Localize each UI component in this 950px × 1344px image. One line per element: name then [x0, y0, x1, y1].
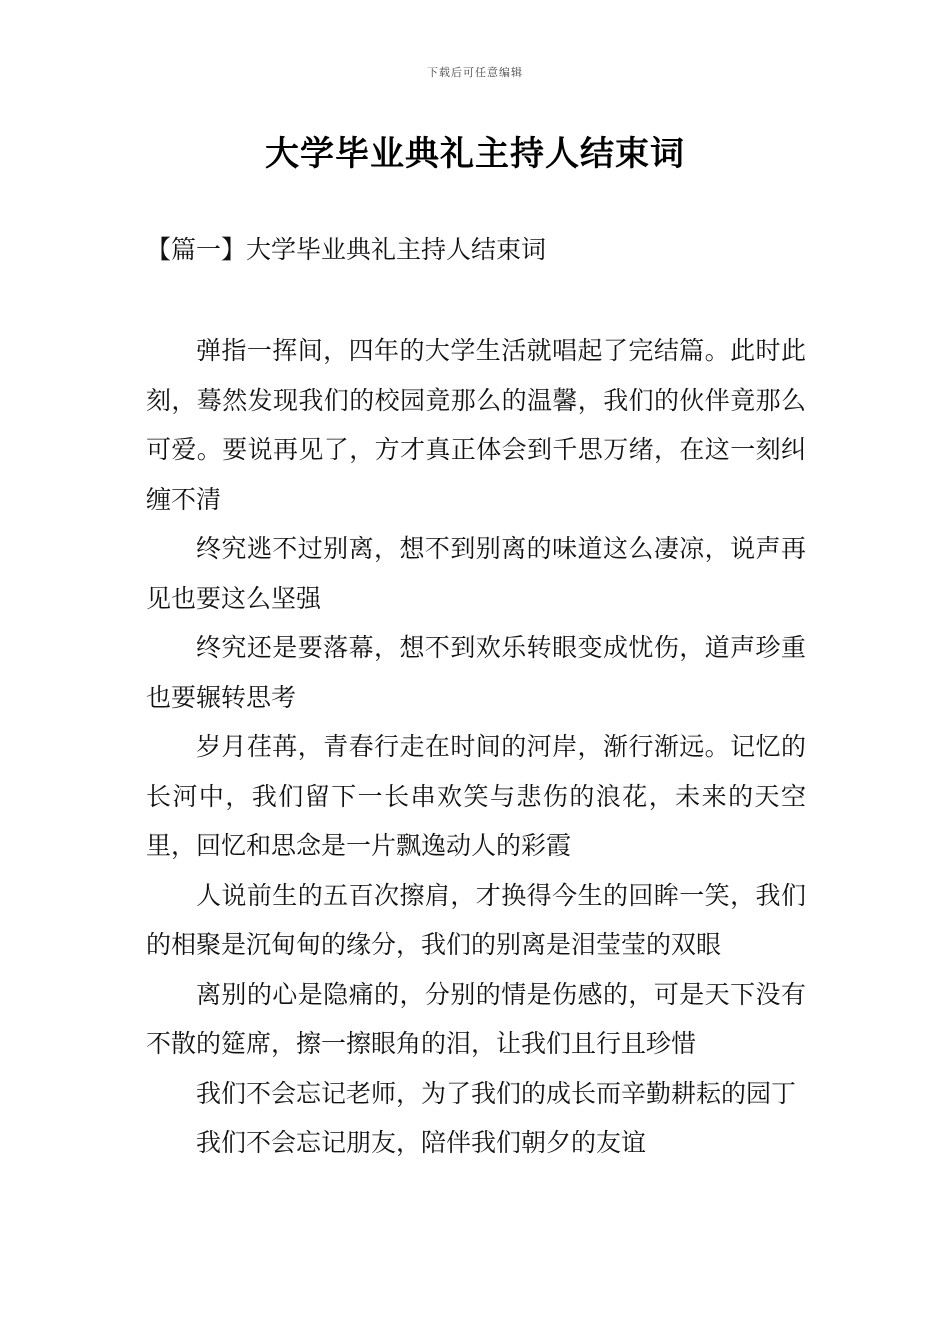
paragraph: 离别的心是隐痛的，分别的情是伤感的，可是天下没有不散的筵席，擦一擦眼角的泪，让我们且行且珍惜 [146, 979, 806, 1058]
paragraph: 终究逃不过别离，想不到别离的味道这么凄凉，说声再见也要这么坚强 [146, 534, 806, 613]
section-heading: 【篇一】大学毕业典礼主持人结束词 [146, 235, 547, 264]
header-note: 下载后可任意编辑 [427, 66, 523, 79]
paragraph: 我们不会忘记老师，为了我们的成长而辛勤耕耘的园丁 [196, 1078, 797, 1108]
document-title: 大学毕业典礼主持人结束词 [265, 134, 685, 174]
paragraph: 人说前生的五百次擦肩，才换得今生的回眸一笑，我们的相聚是沉甸甸的缘分，我们的别离是泪莹莹的双眼 [146, 880, 806, 959]
paragraph: 终究还是要落幕，想不到欢乐转眼变成忧伤，道声珍重也要辗转思考 [146, 633, 806, 712]
body-text [146, 326, 806, 1168]
paragraph: 弹指一挥间，四年的大学生活就唱起了完结篇。此时此刻，蓦然发现我们的校园竟那么的温馨，我们的伙伴竟那么可爱。要说再见了，方才真正体会到千思万绪，在这一刻纠缠不清 [146, 336, 806, 514]
paragraph: 岁月荏苒，青春行走在时间的河岸，渐行渐远。记忆的长河中，我们留下一长串欢笑与悲伤的浪花，未来的天空里，回忆和思念是一片飘逸动人的彩霞 [146, 732, 806, 860]
paragraph: 我们不会忘记朋友，陪伴我们朝夕的友谊 [196, 1128, 647, 1157]
